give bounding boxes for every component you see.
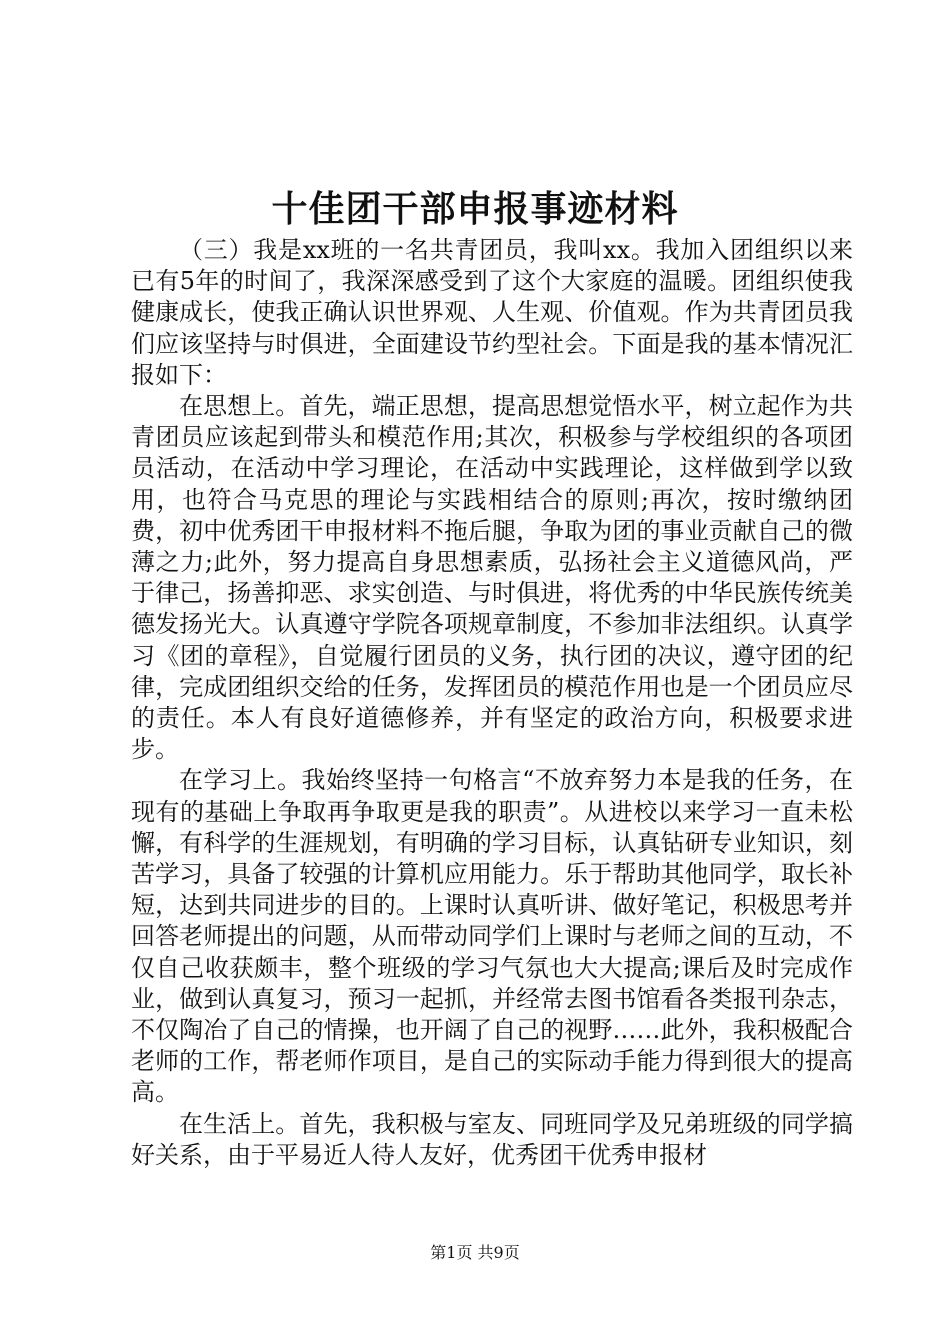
paragraph-life: 在生活上。首先，我积极与室友、同班同学及兄弟班级的同学搞好关系，由于平易近人待人友好，优秀团干优秀申报材 xyxy=(131,1109,853,1169)
document-title: 十佳团干部申报事迹材料 xyxy=(271,188,679,230)
page-number-footer: 第1页 共9页 xyxy=(430,1243,520,1262)
paragraph-intro: （三）我是xx班的一名共青团员，我叫xx。我加入团组织以来已有5年的时间了，我深深感受到了这个大家庭的温暖。团组织使我健康成长，使我正确认识世界观、人生观、价值观。作为共青团员我们应该坚持与时俱进，全面建设节约型社会。下面是我的基本情况汇报如下： xyxy=(131,236,853,389)
paragraph-ideology: 在思想上。首先，端正思想，提高思想觉悟水平，树立起作为共青团员应该起到带头和模范作用;其次，积极参与学校组织的各项团员活动，在活动中学习理论，在活动中实践理论，这样做到学以致用，也符合马克思的理论与实践相结合的原则;再次，按时缴纳团费，初中优秀团干申报材料不拖后腿，争取为团的事业贡献自己的微薄之力;此外，努力提高自身思想素质，弘扬社会主义道德风尚，严于律己，扬善抑恶、求实创造、与时俱进，将优秀的中华民族传统美德发扬光大。认真遵守学院各项规章制度，不参加非法组织。认真学习《团的章程》，自觉履行团员的义务，执行团的决议，遵守团的纪律，完成团组织交给的任务，发挥团员的模范作用也是一个团员应尽的责任。本人有良好道德修养，并有坚定的政治方向，积极要求进步。 xyxy=(131,392,853,764)
paragraph-study: 在学习上。我始终坚持一句格言“不放弃努力本是我的任务，在现有的基础上争取再争取更是我的职责”。从进校以来学习一直未松懈，有科学的生涯规划，有明确的学习目标，认真钻研专业知识，刻苦学习，具备了较强的计算机应用能力。乐于帮助其他同学，取长补短，达到共同进步的目的。上课时认真听讲、做好笔记，积极思考并回答老师提出的问题，从而带动同学们上课时与老师之间的互动，不仅自己收获颇丰，整个班级的学习气氛也大大提高;课后及时完成作业，做到认真复习，预习一起抓，并经常去图书馆看各类报刊杂志，不仅陶冶了自己的情操，也开阔了自己的视野……此外，我积极配合老师的工作，帮老师作项目，是自己的实际动手能力得到很大的提高高。 xyxy=(131,766,853,1107)
document-body xyxy=(131,235,853,1171)
